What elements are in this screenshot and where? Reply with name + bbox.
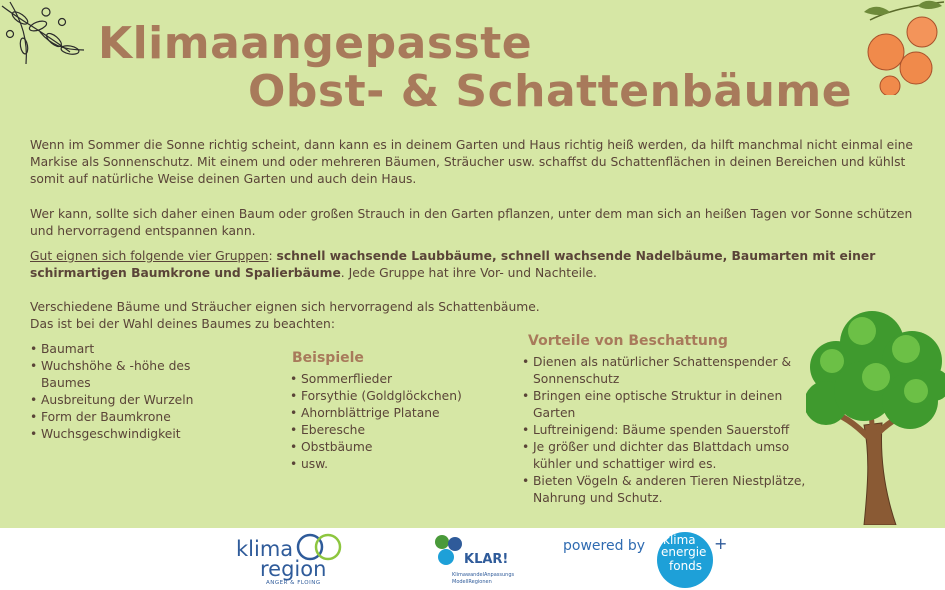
list-item: • Bieten Vögeln & anderen Tieren Niestplätze, Nahrung und Schutz. [522,473,812,507]
groups-bold: schnell wachsende Laubbäume, schnell wachsende Nadelbäume, Baumarten mit einer schirmartigen Baumkrone und Spalierbäume [30,249,876,280]
orange-fruit-icon [860,0,945,95]
intro-p4-line1: Verschiedene Bäume und Sträucher eignen sich hervorragend als Schattenbäume. [30,300,540,314]
groups-colon: : [268,249,277,263]
list-item: • Obstbäume [290,439,490,456]
list-item: • Dienen als natürlicher Schattenspender & Sonnenschutz [522,354,812,388]
klimafonds-word-3: fonds [669,559,703,573]
tree-icon [806,305,945,525]
page-title-line1: Klimaangepasste [98,18,533,69]
intro-paragraph-4 [30,299,920,333]
klimaregion-rings-icon [294,532,346,562]
list-item: • Bringen eine optische Struktur in deinen Garten [522,388,812,422]
klar-logo[interactable] [434,532,534,588]
intro-p4-line2: Das ist bei der Wahl deines Baumes zu beachten: [30,317,335,331]
klar-dots-icon [434,534,464,568]
klimaregion-word-1: klima [236,537,294,561]
advantages-heading: Vorteile von Beschattung [528,333,728,349]
klimaregion-logo[interactable] [236,532,348,588]
klimafonds-word-1: klima [663,533,696,547]
list-item: • Form der Baumkrone [30,409,220,426]
list-item: • Baumart [30,341,220,358]
leaf-branch-icon [0,0,90,80]
klar-name: KLAR! [464,552,509,567]
examples-list [290,371,490,473]
list-item: • Luftreinigend: Bäume spenden Sauerstoff [522,422,812,439]
klar-subtitle-2: ModellRegionen [452,579,492,585]
klimaregion-word-2: region [260,557,327,581]
groups-underlined: Gut eignen sich folgende vier Gruppen [30,249,269,263]
list-item: • usw. [290,456,490,473]
klimaregion-subtitle: ANGER & FLOING [266,580,321,586]
list-item: • Wuchshöhe & -höhe des Baumes [30,358,220,392]
groups-rest: . Jede Gruppe hat ihre Vor- und Nachteile. [340,266,597,280]
klimafonds-plus: + [714,534,728,553]
klimafonds-logo[interactable] [563,532,733,588]
list-item: • Ahornblättrige Platane [290,405,490,422]
page-title-line2: Obst- & Schattenbäume [248,66,853,117]
examples-heading: Beispiele [292,350,364,366]
list-item: • Je größer und dichter das Blattdach umso kühler und schattiger wird es. [522,439,812,473]
powered-by-text: powered by [563,538,646,554]
list-item: • Forsythie (Goldglöckchen) [290,388,490,405]
intro-paragraph-2: Wer kann, sollte sich daher einen Baum oder großen Strauch in den Garten pflanzen, unter dem man sich an heißen Tagen vor Sonne schützen und hervorragend entspannen kann. [30,207,913,238]
intro-paragraph-1: Wenn im Sommer die Sonne richtig scheint, dann kann es in deinem Garten und Haus richtig heiß werden, da hilft manchmal nicht einmal eine Markise als Sonnenschutz. Mit einem und oder mehreren Bäumen, Sträucher usw. schaffst du Schattenflächen in deinen Bereichen und kühlst somit auf natürliche Weise deinen Garten und auch dein Haus. [30,138,913,186]
list-item: • Wuchsgeschwindigkeit [30,426,220,443]
klimafonds-word-2: energie [661,545,707,559]
advantages-list [522,354,812,507]
list-item: • Ausbreitung der Wurzeln [30,392,220,409]
list-item: • Sommerflieder [290,371,490,388]
intro-paragraph-3 [30,248,920,282]
list-item: • Eberesche [290,422,490,439]
criteria-list [30,341,220,443]
klar-subtitle-1: KlimawandelAnpassungs [452,572,515,578]
